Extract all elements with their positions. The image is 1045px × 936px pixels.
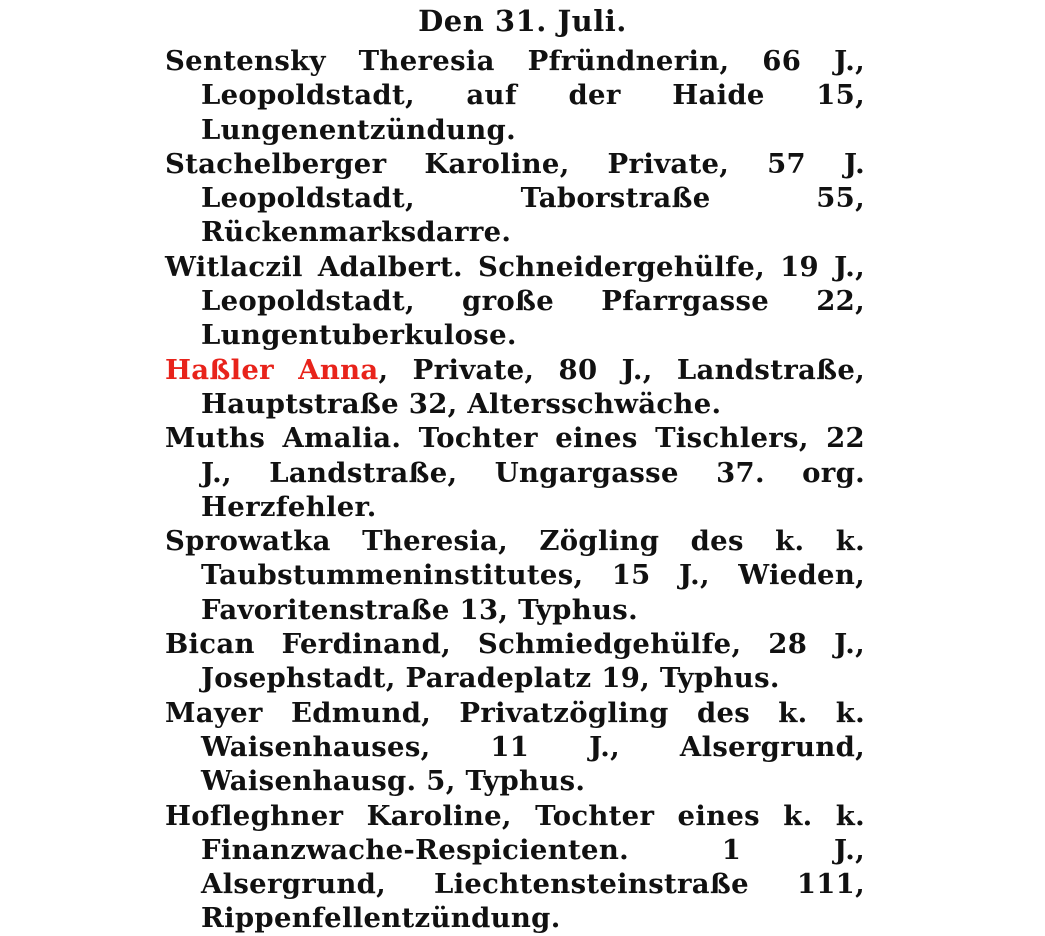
date-heading: Den 31. Juli. — [418, 4, 627, 38]
entry-name: Sentensky Theresia — [165, 45, 495, 77]
death-register-list — [165, 44, 865, 936]
entry-details: , Tochter eines k. k. Finanzwache-Respicienten. 1 J., Alsergrund, Liechtensteinstraße 111, Rippenfellentzündung. — [201, 799, 865, 935]
entry-details: , Schmiedgehülfe, 28 J., Josephstadt, Paradeplatz 19, Typhus. — [201, 628, 866, 695]
entry-details: . Tochter eines Tischlers, 22 J., Landstraße, Ungargasse 37. org. Herzfehler. — [201, 422, 865, 523]
entry-name: Mayer Edmund — [165, 696, 422, 729]
register-entry — [165, 250, 865, 353]
register-entry — [165, 44, 865, 147]
entry-details: , Private, 80 J., Landstraße, Hauptstraße 32, Altersschwäche. — [201, 353, 865, 420]
entry-name: Bican Ferdinand — [165, 628, 442, 661]
entry-details: , Privatzögling des k. k. Waisenhauses, 11 J., Alsergrund, Waisenhausg. 5, Typhus. — [201, 696, 866, 798]
entry-details: . Schneidergehülfe, 19 J., Leopoldstadt, große Pfarrgasse 22, Lungentuberkulose. — [201, 250, 865, 352]
register-entry — [165, 696, 865, 799]
entry-details: , Zögling des k. k. Taubstummeninstitutes, 15 J., Wieden, Favoritenstraße 13, Typhus. — [201, 525, 865, 626]
entry-details: , Private, 57 J. Leopoldstadt, Taborstraße 55, Rückenmarksdarre. — [201, 147, 865, 249]
register-entry — [165, 147, 865, 250]
entry-name: Hofleghner Karoline — [165, 799, 502, 832]
entry-name: Muths Amalia — [165, 422, 392, 455]
register-entry — [165, 421, 865, 524]
entry-name: Witlaczil Adalbert — [165, 250, 454, 283]
entry-name: Stachelberger Karoline — [165, 147, 560, 180]
entry-details: Pfründnerin, 66 J., Leopoldstadt, auf der Haide 15, Lungenentzündung. — [201, 45, 865, 146]
entry-name-highlighted: Haßler Anna — [165, 353, 379, 386]
register-entry — [165, 799, 865, 936]
entry-name: Sprowatka Theresia — [165, 525, 499, 558]
register-entry — [165, 524, 865, 627]
register-entry — [165, 627, 865, 696]
register-entry-highlighted — [165, 353, 865, 422]
